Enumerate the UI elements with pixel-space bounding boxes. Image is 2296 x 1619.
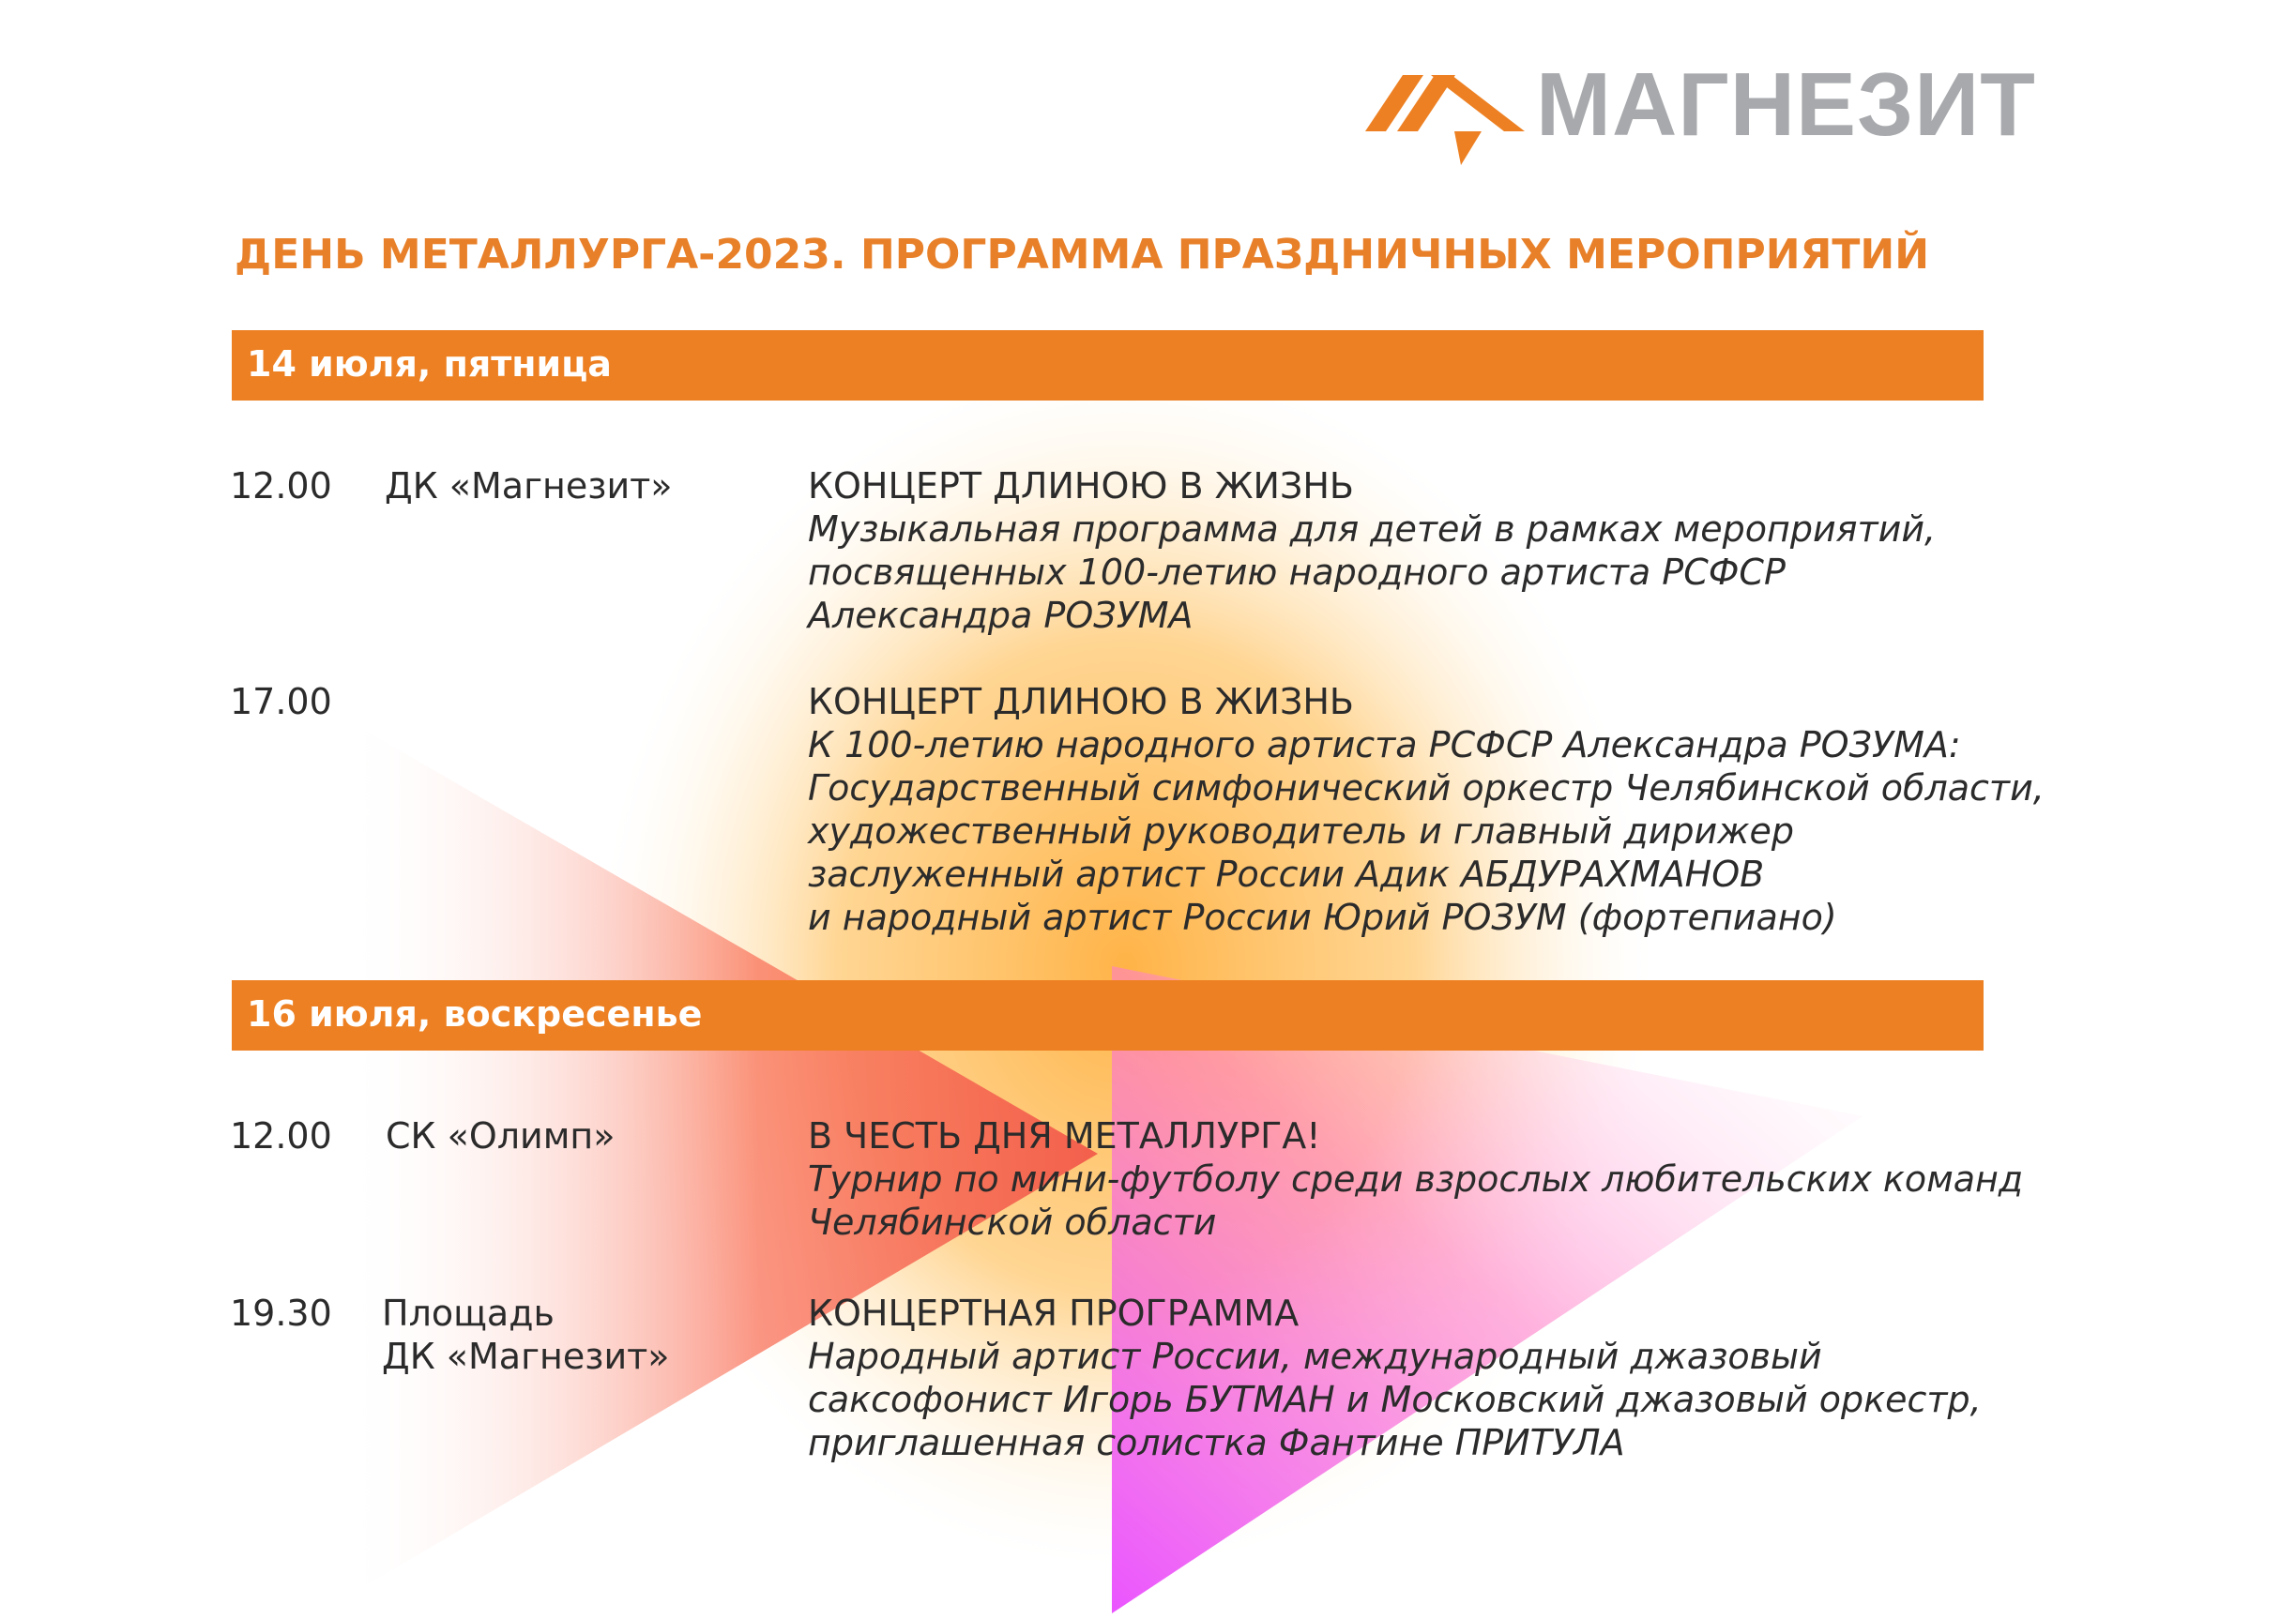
magnezit-logo (1365, 54, 2036, 169)
event-title: КОНЦЕРТНАЯ ПРОГРАММА (808, 1293, 1300, 1334)
event-title: КОНЦЕРТ ДЛИНОЮ В ЖИЗНЬ (808, 681, 1354, 722)
event-title: В ЧЕСТЬ ДНЯ МЕТАЛЛУРГА! (808, 1115, 1321, 1157)
day-header-label: 14 июля, пятница (247, 343, 612, 385)
event-time: 17.00 (230, 681, 332, 722)
day-header-1 (232, 330, 1984, 401)
page-title: ДЕНЬ МЕТАЛЛУРГА-2023. ПРОГРАММА ПРАЗДНИЧНЫХ МЕРОПРИЯТИЙ (235, 231, 1930, 279)
event-place: ДК «Магнезит» (385, 465, 673, 507)
day-header-label: 16 июля, воскресенье (247, 993, 703, 1035)
event-title: КОНЦЕРТ ДЛИНОЮ В ЖИЗНЬ (808, 465, 1354, 507)
event-description: Музыкальная программа для детей в рамках мероприятий, посвященных 100-летию народного артиста РСФСР Александра РОЗУМА (808, 508, 1937, 636)
event-time: 19.30 (230, 1293, 332, 1334)
logo-wordmark: МАГНЕЗИТ (1536, 54, 2036, 155)
event-description: К 100-летию народного артиста РСФСР Александра РОЗУМА: Государственный симфонический оркестр Челябинской области, художественный руководитель и главный дирижер заслуженный артист России Адик АБДУРАХМАНОВ и народный артист России Юрий РОЗУМ (фортепиано) (808, 724, 2045, 938)
event-time: 12.00 (230, 465, 332, 507)
day-header-2 (232, 980, 1984, 1051)
magnezit-logo-icon (1365, 69, 1525, 165)
event-description: Турнир по мини-футболу среди взрослых любительских команд Челябинской области (808, 1158, 2024, 1243)
event-time: 12.00 (230, 1115, 332, 1157)
event-place: СК «Олимп» (386, 1115, 616, 1157)
event-description: Народный артист России, международный джазовый саксофонист Игорь БУТМАН и Московский джазовый оркестр, приглашенная солистка Фантине ПРИТУЛА (808, 1336, 1982, 1463)
event-place: Площадь ДК «Магнезит» (382, 1293, 670, 1377)
